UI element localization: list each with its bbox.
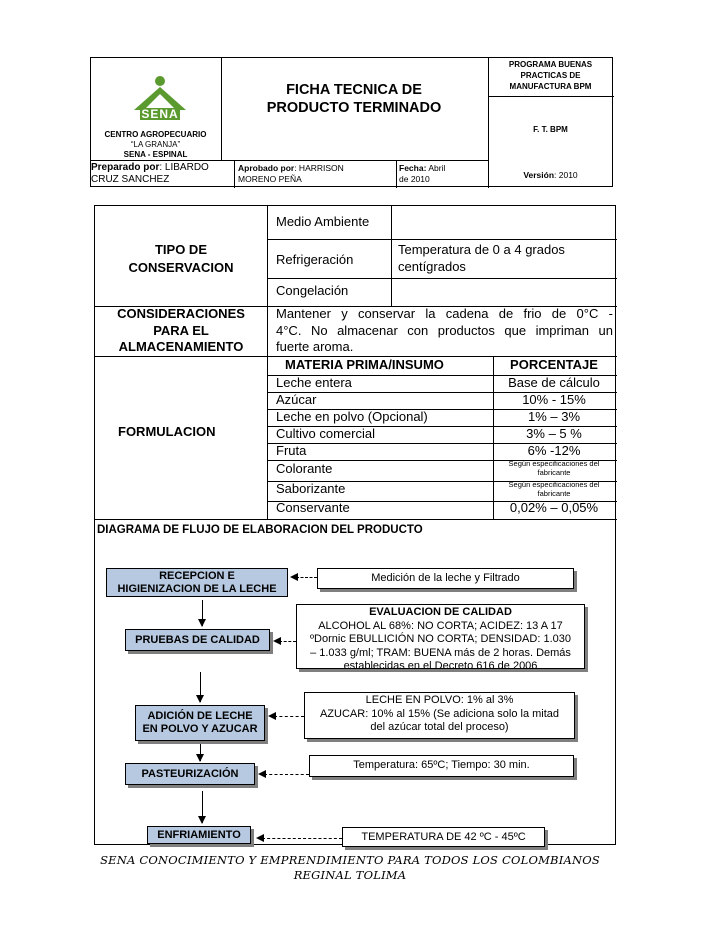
sena-logo: [130, 72, 190, 122]
flow-connector: [262, 838, 342, 839]
list-item: 0,02% – 0,05%: [509, 500, 599, 515]
flow-note-pasteurization: Temperatura: 65ºC; Tiempo: 30 min.: [309, 755, 574, 777]
col-header-percentage: PORCENTAJE: [510, 357, 598, 372]
flow-arrowhead: [268, 712, 276, 720]
flow-connector: [264, 774, 309, 775]
diagram-title: DIAGRAMA DE FLUJO DE ELABORACION DEL PRODUCTO: [97, 524, 423, 536]
list-item: 3% – 5 %: [526, 426, 582, 441]
center-name: CENTRO AGROPECUARIO “LA GRANJA” SENA - ESPINAL: [104, 130, 207, 159]
flow-step-pasteurization: PASTEURIZACIÓN: [125, 763, 255, 785]
flow-arrowhead: [290, 573, 298, 581]
flow-arrowhead: [258, 770, 266, 778]
flow-arrow: [202, 600, 203, 626]
flow-note-quality: EVALUACION DE CALIDAD ALCOHOL AL 68%: NO CORTA; ACIDEZ: 13 A 17 ºDornic EBULLICIÓN NO CORTA; DENSIDAD: 1.030 – 1.033 g/ml; TRAM: BUENA más de 2 horas. Demás establecidas en el Decreto 616 de 2006: [296, 604, 585, 669]
col-header-material: MATERIA PRIMA/INSUMO: [285, 357, 444, 372]
approved-by: Aprobado por: HARRISON MORENO PEÑA: [238, 163, 344, 184]
list-item: Según especificaciones del fabricante: [508, 459, 600, 477]
flow-arrow: [200, 672, 201, 702]
conservation-type-1: Medio Ambiente: [276, 214, 370, 229]
flow-arrow: [202, 791, 203, 823]
document-code: F. T. BPM: [533, 125, 568, 134]
flow-note-reception: Medición de la leche y Filtrado: [317, 568, 574, 589]
flow-step-reception: RECEPCION E HIGIENIZACION DE LA LECHE: [106, 568, 288, 597]
conservation-type-2: Refrigeración: [276, 252, 354, 267]
list-item: Según especificaciones del fabricante: [508, 480, 600, 498]
list-item: 6% -12%: [527, 443, 581, 458]
flow-connector: [279, 641, 296, 642]
footer-slogan: SENA CONOCIMIENTO Y EMPRENDIMIENTO PARA TODOS LOS COLOMBIANOS REGINAL TOLIMA: [100, 853, 600, 882]
flow-note-cooling: TEMPERATURA DE 42 ºC - 45ºC: [342, 827, 545, 847]
list-item: Fruta: [276, 443, 307, 458]
prepared-by: Preparado por: LIBARDO CRUZ SANCHEZ: [91, 162, 209, 185]
list-item: Cultivo comercial: [276, 426, 375, 441]
formulation-label: FORMULACION: [118, 424, 216, 439]
list-item: 10% - 15%: [522, 392, 586, 407]
storage-label: CONSIDERACIONES PARA EL ALMACENAMIENTO: [117, 306, 245, 354]
flow-connector: [274, 716, 304, 717]
list-item: Saborizante: [276, 481, 346, 496]
flow-step-quality-tests: PRUEBAS DE CALIDAD: [125, 629, 270, 651]
list-item: Base de cálculo: [508, 375, 600, 390]
flow-connector: [296, 577, 317, 578]
flow-step-addition: ADICIÓN DE LECHE EN POLVO Y AZUCAR: [135, 705, 265, 741]
version: Versión: 2010: [523, 170, 578, 180]
date: Fecha: Abril de 2010: [399, 163, 446, 184]
conservation-type-3: Congelación: [276, 283, 349, 298]
document-title: FICHA TECNICA DE PRODUCTO TERMINADO: [266, 82, 442, 116]
conservation-label: TIPO DE CONSERVACION: [128, 242, 234, 275]
list-item: Colorante: [276, 461, 333, 476]
list-item: Azúcar: [276, 392, 317, 407]
list-item: Conservante: [276, 500, 350, 515]
flow-arrowhead: [256, 834, 264, 842]
storage-text: Mantener y conservar la cadena de frio de 0°C - 4°C. No almacenar con productos que impriman un fuerte aroma.: [276, 306, 613, 354]
logo-text: SENA: [141, 107, 179, 121]
flow-arrowhead: [273, 637, 281, 645]
flow-arrow: [200, 744, 201, 761]
list-item: 1% – 3%: [527, 409, 581, 424]
list-item: Leche en polvo (Opcional): [276, 409, 428, 424]
flow-step-cooling: ENFRIAMIENTO: [147, 826, 251, 844]
flow-note-addition: LECHE EN POLVO: 1% al 3% AZUCAR: 10% al 15% (Se adiciona solo la mitad del azúcar total del proceso): [304, 692, 575, 739]
list-item: Leche entera: [276, 375, 352, 390]
program-name: PROGRAMA BUENAS PRACTICAS DE MANUFACTURA BPM: [508, 60, 593, 91]
conservation-detail-2: Temperatura de 0 a 4 grados centígrados: [398, 242, 565, 274]
